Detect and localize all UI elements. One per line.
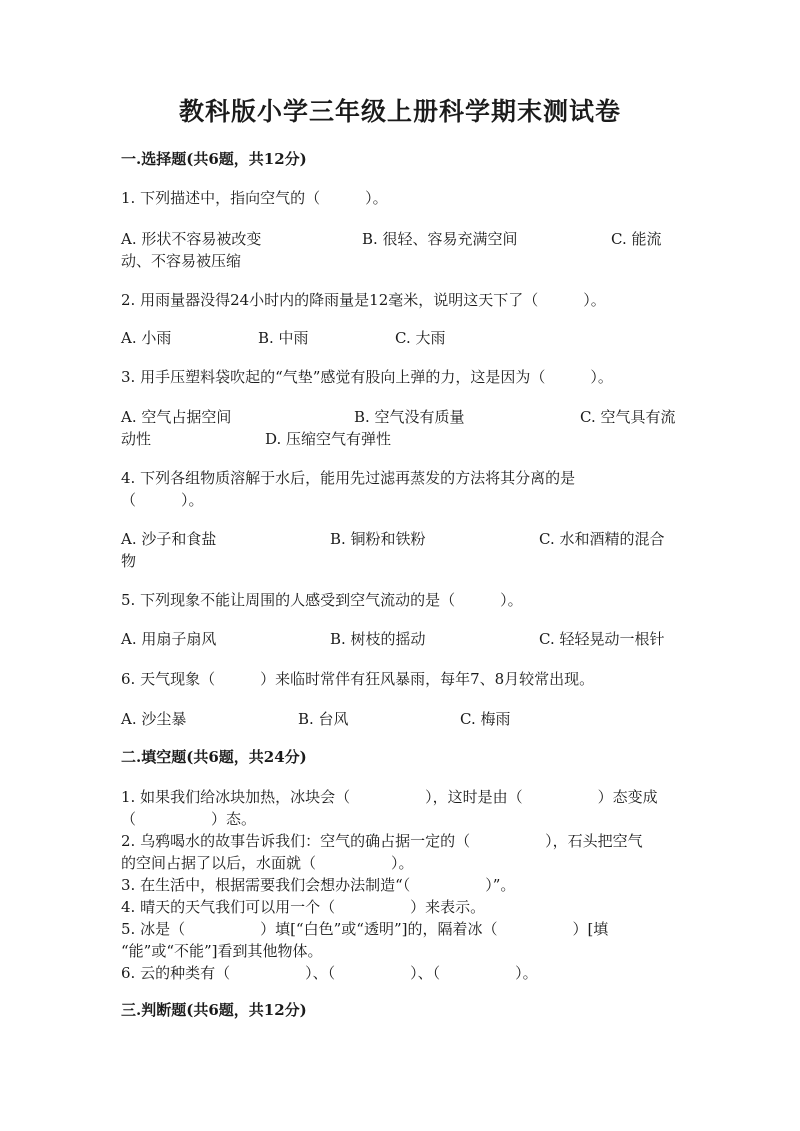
question-6-option-c: C. 梅雨 <box>460 710 511 728</box>
section-choice-heading: 一.选择题(共6题，共12分) <box>121 150 307 168</box>
question-2-option-b: B. 中雨 <box>258 329 309 347</box>
fill-line-9: 6. 云的种类有（ ）、（ ）、（ ）。 <box>121 964 538 982</box>
question-5-stem: 5. 下列现象不能让周围的人感受到空气流动的是（ ）。 <box>121 591 523 609</box>
question-3-option-c-wrap: 动性 <box>121 430 152 448</box>
question-3-option-d: D. 压缩空气有弹性 <box>265 430 392 448</box>
section-judge-heading: 三.判断题(共6题，共12分) <box>121 1001 307 1019</box>
question-4-stem: 4. 下列各组物质溶解于水后，能用先过滤再蒸发的方法将其分离的是 <box>121 469 576 487</box>
fill-line-3: 2. 乌鸦喝水的故事告诉我们：空气的确占据一定的（ ），石头把空气 <box>121 832 643 850</box>
question-2-stem: 2. 用雨量器没得24小时内的降雨量是12毫米，说明这天下了（ ）。 <box>121 291 606 309</box>
question-1-option-b: B. 很轻、容易充满空间 <box>362 230 518 248</box>
fill-line-7: 5. 冰是（ ）填[“白色”或“透明”]的，隔着冰（ ）[填 <box>121 920 609 938</box>
question-3-option-a: A. 空气占据空间 <box>121 408 232 426</box>
question-6-option-a: A. 沙尘暴 <box>121 710 187 728</box>
question-1-stem: 1. 下列描述中，指向空气的（ ）。 <box>121 189 388 207</box>
fill-line-6: 4. 晴天的天气我们可以用一个（ ）来表示。 <box>121 898 486 916</box>
question-3-option-b: B. 空气没有质量 <box>354 408 465 426</box>
fill-line-8: “能”或“不能”]看到其他物体。 <box>121 942 323 960</box>
question-2-option-a: A. 小雨 <box>121 329 172 347</box>
question-4-option-c: C. 水和酒精的混合 <box>539 530 665 548</box>
question-2-option-c: C. 大雨 <box>395 329 446 347</box>
question-6-option-b: B. 台风 <box>298 710 349 728</box>
section-fill-heading: 二.填空题(共6题，共24分) <box>121 748 307 766</box>
question-6-stem: 6. 天气现象（ ）来临时常伴有狂风暴雨，每年7、8月较常出现。 <box>121 670 595 688</box>
question-3-option-c: C. 空气具有流 <box>580 408 676 426</box>
question-1-option-a: A. 形状不容易被改变 <box>121 230 262 248</box>
question-4-option-b: B. 铜粉和铁粉 <box>330 530 426 548</box>
question-3-stem: 3. 用手压塑料袋吹起的“气垫”感觉有股向上弹的力，这是因为（ ）。 <box>121 368 613 386</box>
question-5-option-b: B. 树枝的摇动 <box>330 630 426 648</box>
question-1-option-c-wrap: 动、不容易被压缩 <box>121 252 242 270</box>
fill-line-2: （ ）态。 <box>121 810 257 828</box>
question-4-option-c-wrap: 物 <box>121 552 137 570</box>
question-4-option-a: A. 沙子和食盐 <box>121 530 217 548</box>
fill-line-1: 1. 如果我们给冰块加热，冰块会（ ），这时是由（ ）态变成 <box>121 788 658 806</box>
question-1-option-c: C. 能流 <box>611 230 662 248</box>
question-5-option-a: A. 用扇子扇风 <box>121 630 217 648</box>
fill-line-5: 3. 在生活中，根据需要我们会想办法制造“（ ）”。 <box>121 876 516 894</box>
question-5-option-c: C. 轻轻晃动一根针 <box>539 630 665 648</box>
question-4-stem-wrap: （ ）。 <box>121 491 204 509</box>
fill-line-4: 的空间占据了以后，水面就（ ）。 <box>121 854 414 872</box>
exam-title: 教科版小学三年级上册科学期末测试卷 <box>178 97 621 126</box>
